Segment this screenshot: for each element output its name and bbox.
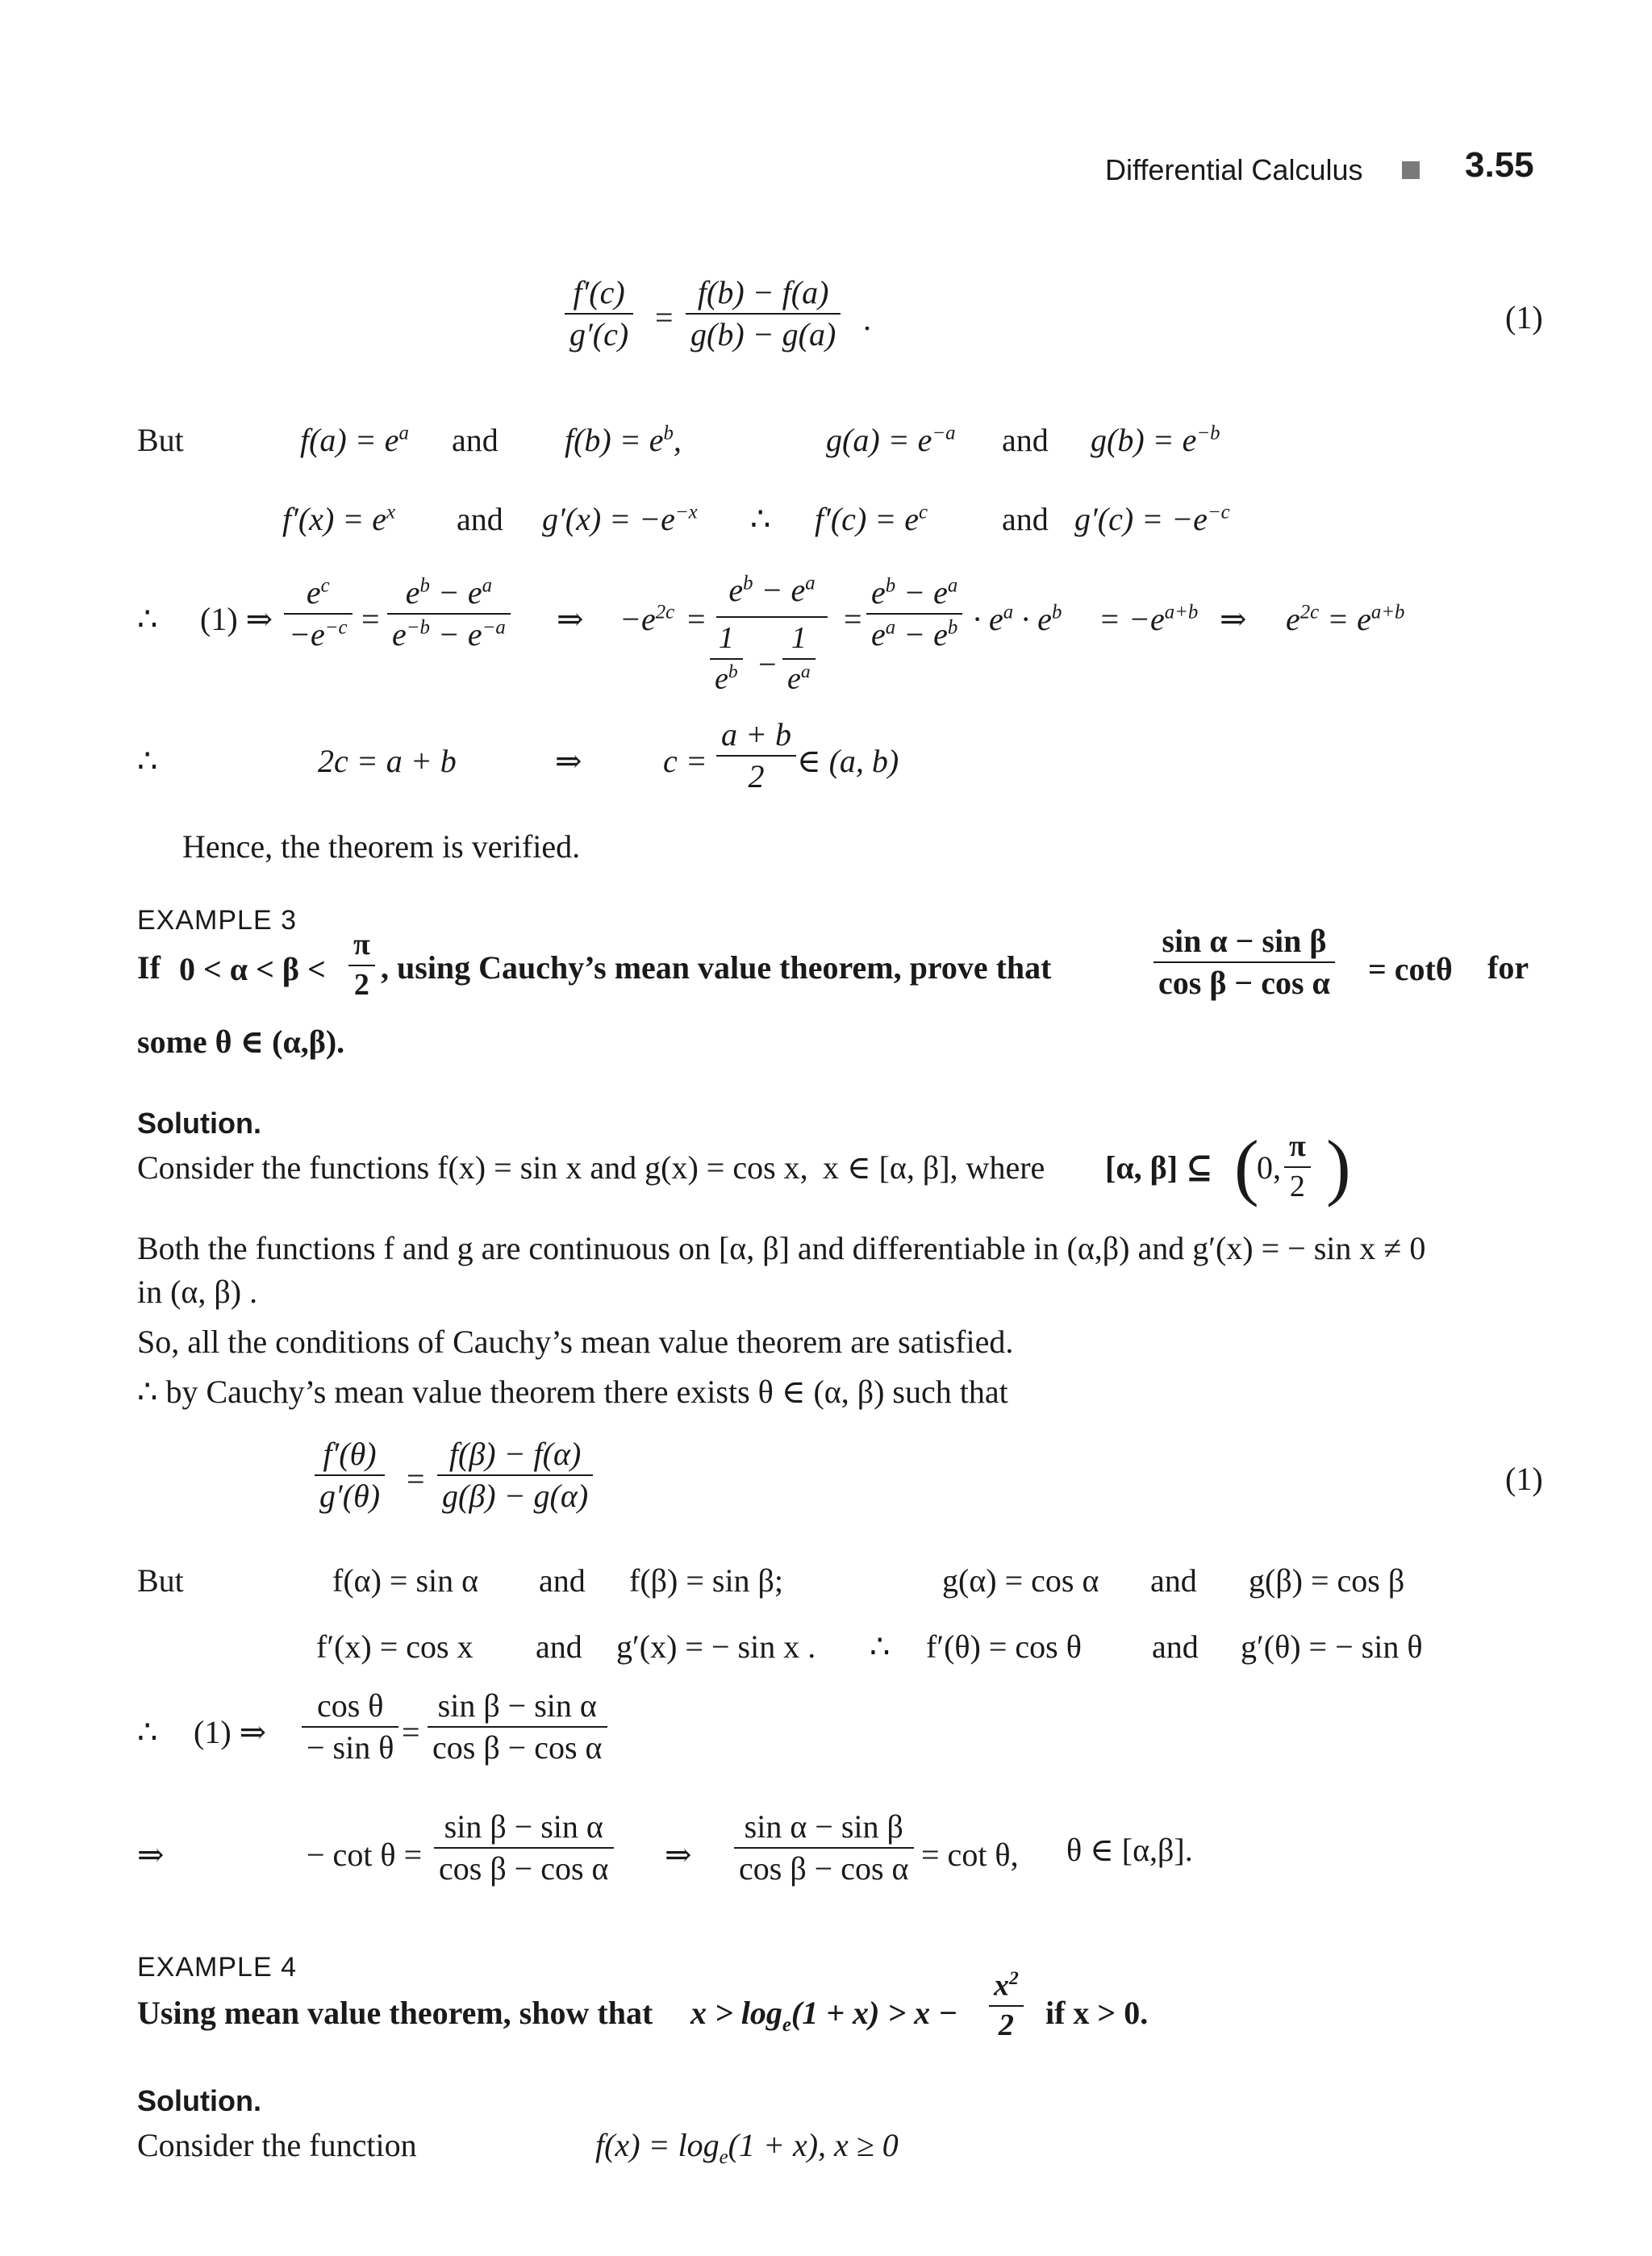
expr-cot-theta: = cot θ, bbox=[921, 1837, 1019, 1873]
equation-tag: (1) bbox=[1505, 299, 1543, 336]
ref-implies: (1) ⇒ bbox=[194, 1714, 267, 1750]
expr-c-equals: c = bbox=[663, 743, 707, 779]
fraction-x2-over-2: $x^2$ 2 bbox=[989, 1968, 1024, 2044]
fraction-pi-over-2: π 2 bbox=[348, 928, 375, 1003]
implies-arrow: ⇒ bbox=[1220, 601, 1247, 637]
problem-text-line2: some θ ∈ (α,β). bbox=[137, 1024, 345, 1060]
fraction-fbeta-falpha: f(β) − f(α) g(β) − g(α) bbox=[437, 1436, 593, 1515]
implies-arrow: ⇒ bbox=[665, 1837, 692, 1873]
fraction-fb-fa bbox=[686, 274, 841, 353]
solution-line: Consider the functions f(x) = sin x and g(x) = cos x, bbox=[137, 1149, 808, 1186]
implies-arrow: ⇒ bbox=[137, 1837, 165, 1873]
therefore-symbol: ∴ bbox=[137, 601, 158, 637]
fraction-eb-ea: $e^b - e^a$ $e^{-b} - e^{-a}$ bbox=[387, 574, 511, 653]
fraction-bar bbox=[716, 616, 828, 618]
fraction-numerator: f(b) − f(a) bbox=[697, 274, 829, 311]
expr-ga: $g(a) = e^{-a}$ bbox=[826, 422, 956, 458]
solution-line: in (α, β) . bbox=[137, 1274, 258, 1310]
solution-line: Consider the function bbox=[137, 2127, 417, 2163]
fraction-a-plus-b-over-2: a + b 2 bbox=[716, 716, 796, 795]
expr-in-ab: ∈ (a, b) bbox=[797, 743, 899, 779]
fraction-fp-theta: f′(θ) g′(θ) bbox=[315, 1436, 385, 1515]
word-and: and bbox=[1002, 422, 1049, 458]
fraction-numerator: $e^b - e^a$ bbox=[728, 572, 816, 608]
solution-line: x ∈ [α, β], where bbox=[823, 1149, 1045, 1186]
expr-gpc: $g'(c) = -e^{-c}$ bbox=[1074, 501, 1230, 537]
word-and: and bbox=[1150, 1562, 1197, 1599]
expr-theta-range: θ ∈ [α,β]. bbox=[1066, 1832, 1193, 1868]
fraction-sinb-sina: sin β − sin α cos β − cos α bbox=[434, 1808, 614, 1887]
fraction-ec: $e^c$ $-e^{-c}$ bbox=[284, 574, 353, 653]
function-definition: $f(x) = \log_e(1 + x)$, x ≥ 0 bbox=[595, 2127, 899, 2168]
problem-text: If bbox=[137, 949, 161, 986]
close-paren: ) bbox=[1326, 1125, 1351, 1207]
expr-fa: $f(a) = e^a$ bbox=[300, 422, 409, 458]
fraction-numerator: f′(c) bbox=[573, 274, 625, 311]
label-but: But bbox=[137, 422, 184, 458]
word-and: and bbox=[452, 422, 499, 458]
expr-gp-theta: g′(θ) = − sin θ bbox=[1241, 1628, 1423, 1665]
conclusion-text: Hence, the theorem is verified. bbox=[182, 828, 581, 865]
expr-fpx: f′(x) = cos x bbox=[316, 1628, 473, 1665]
equals-sign: = bbox=[655, 299, 674, 336]
example-heading: EXAMPLE 3 bbox=[137, 905, 297, 936]
equals-sign: = bbox=[844, 601, 862, 637]
word-and: and bbox=[457, 501, 503, 537]
open-paren: ( bbox=[1234, 1125, 1259, 1207]
header-square-icon bbox=[1402, 161, 1420, 179]
fraction-one-over-eb: 1 $e^b$ bbox=[710, 621, 743, 697]
expr-gb: $g(b) = e^{-b}$ bbox=[1091, 422, 1220, 458]
expr-e2c-eab: $e^{2c} = e^{a+b}$ bbox=[1286, 601, 1405, 637]
label-but: But bbox=[137, 1562, 184, 1599]
expr-2c: 2c = a + b bbox=[318, 743, 457, 779]
expr-f-beta: f(β) = sin β; bbox=[629, 1562, 784, 1599]
problem-text: , using Cauchy’s mean value theorem, prove that bbox=[381, 949, 1052, 986]
expr-product: · $e^a \cdot e^b$ bbox=[973, 601, 1062, 637]
expr-gpx: $g'(x) = -e^{-x}$ bbox=[542, 501, 698, 537]
solution-line: ∴ by Cauchy’s mean value theorem there exists θ ∈ (α, β) such that bbox=[137, 1374, 1008, 1410]
inequality-expr: $x > \log_e(1 + x) > x$ − bbox=[690, 1995, 958, 2036]
expr-cot-theta: = cotθ bbox=[1368, 951, 1453, 987]
example-heading: EXAMPLE 4 bbox=[137, 1952, 297, 1983]
solution-line: Both the functions f and g are continuous on [α, β] and differentiable in (α,β) and g′(x) = − sin x ≠ 0 bbox=[137, 1230, 1426, 1266]
fraction-one-over-ea: 1 $e^a$ bbox=[782, 621, 816, 697]
fraction-sin-over-cos: sin α − sin β cos β − cos α bbox=[1153, 923, 1335, 1002]
interval-zero: 0, bbox=[1257, 1149, 1281, 1186]
fraction-denominator: g(b) − g(a) bbox=[690, 316, 836, 352]
word-and: and bbox=[1152, 1628, 1199, 1665]
expr-fb: $f(b) = e^b$, bbox=[565, 422, 682, 458]
expr-neg-eab: = $-e^{a+b}$ bbox=[1099, 601, 1199, 637]
implies-arrow: ⇒ bbox=[555, 743, 582, 779]
fraction-pi-over-2: π 2 bbox=[1284, 1129, 1311, 1204]
equals-sign: = bbox=[687, 601, 706, 637]
expr-fp-theta: f′(θ) = cos θ bbox=[926, 1628, 1082, 1665]
expr-neg-cot: − cot θ = bbox=[307, 1837, 423, 1873]
fraction-fpc-gpc bbox=[565, 274, 633, 353]
implies-arrow: ⇒ bbox=[557, 601, 584, 637]
page-number: 3.55 bbox=[1465, 145, 1534, 185]
minus-sign: − bbox=[758, 646, 777, 682]
fraction-eb-ea-over-ea-eb: $e^b - e^a$ $e^a - e^b$ bbox=[866, 574, 962, 653]
word-and: and bbox=[1002, 501, 1049, 537]
therefore-symbol: ∴ bbox=[870, 1628, 891, 1665]
equals-sign: = bbox=[402, 1714, 420, 1750]
solution-heading: Solution. bbox=[137, 2084, 261, 2117]
problem-text: for bbox=[1487, 949, 1529, 986]
problem-text: if x > 0. bbox=[1045, 1995, 1149, 2031]
subset-expr: [α, β] ⊆ bbox=[1105, 1149, 1213, 1186]
word-and: and bbox=[539, 1562, 586, 1599]
expr-f-alpha: f(α) = sin α bbox=[332, 1562, 479, 1599]
expr-g-alpha: g(α) = cos α bbox=[942, 1562, 1099, 1599]
equation-tag: (1) bbox=[1505, 1461, 1543, 1497]
fraction-sina-sinb: sin α − sin β cos β − cos α bbox=[734, 1808, 914, 1887]
equals-sign: = bbox=[361, 601, 380, 637]
expr-gpx: g′(x) = − sin x . bbox=[616, 1628, 816, 1665]
therefore-symbol: ∴ bbox=[137, 1714, 158, 1750]
condition-expr: 0 < α < β < bbox=[179, 951, 326, 987]
fraction-denominator: g′(c) bbox=[569, 316, 629, 352]
solution-heading: Solution. bbox=[137, 1107, 261, 1140]
fraction-cos-over-neg-sin: cos θ − sin θ bbox=[302, 1687, 398, 1766]
running-header-title: Differential Calculus bbox=[1105, 153, 1363, 186]
expr-g-beta: g(β) = cos β bbox=[1249, 1562, 1405, 1599]
therefore-symbol: ∴ bbox=[750, 501, 771, 537]
ref-implies: (1) ⇒ bbox=[200, 601, 273, 637]
word-and: and bbox=[536, 1628, 582, 1665]
therefore-symbol: ∴ bbox=[137, 743, 158, 779]
expr-fpx: $f'(x) = e^x$ bbox=[282, 501, 396, 537]
expr-fpc: $f'(c) = e^c$ bbox=[815, 501, 928, 537]
expr-neg-e2c: $-e^{2c}$ bbox=[620, 601, 675, 637]
solution-line: So, all the conditions of Cauchy’s mean value theorem are satisfied. bbox=[137, 1324, 1014, 1360]
period: . bbox=[863, 301, 871, 337]
problem-text: Using mean value theorem, show that bbox=[137, 1995, 653, 2031]
fraction-sinb-sina: sin β − sin α cos β − cos α bbox=[428, 1687, 607, 1766]
equals-sign: = bbox=[407, 1461, 425, 1497]
